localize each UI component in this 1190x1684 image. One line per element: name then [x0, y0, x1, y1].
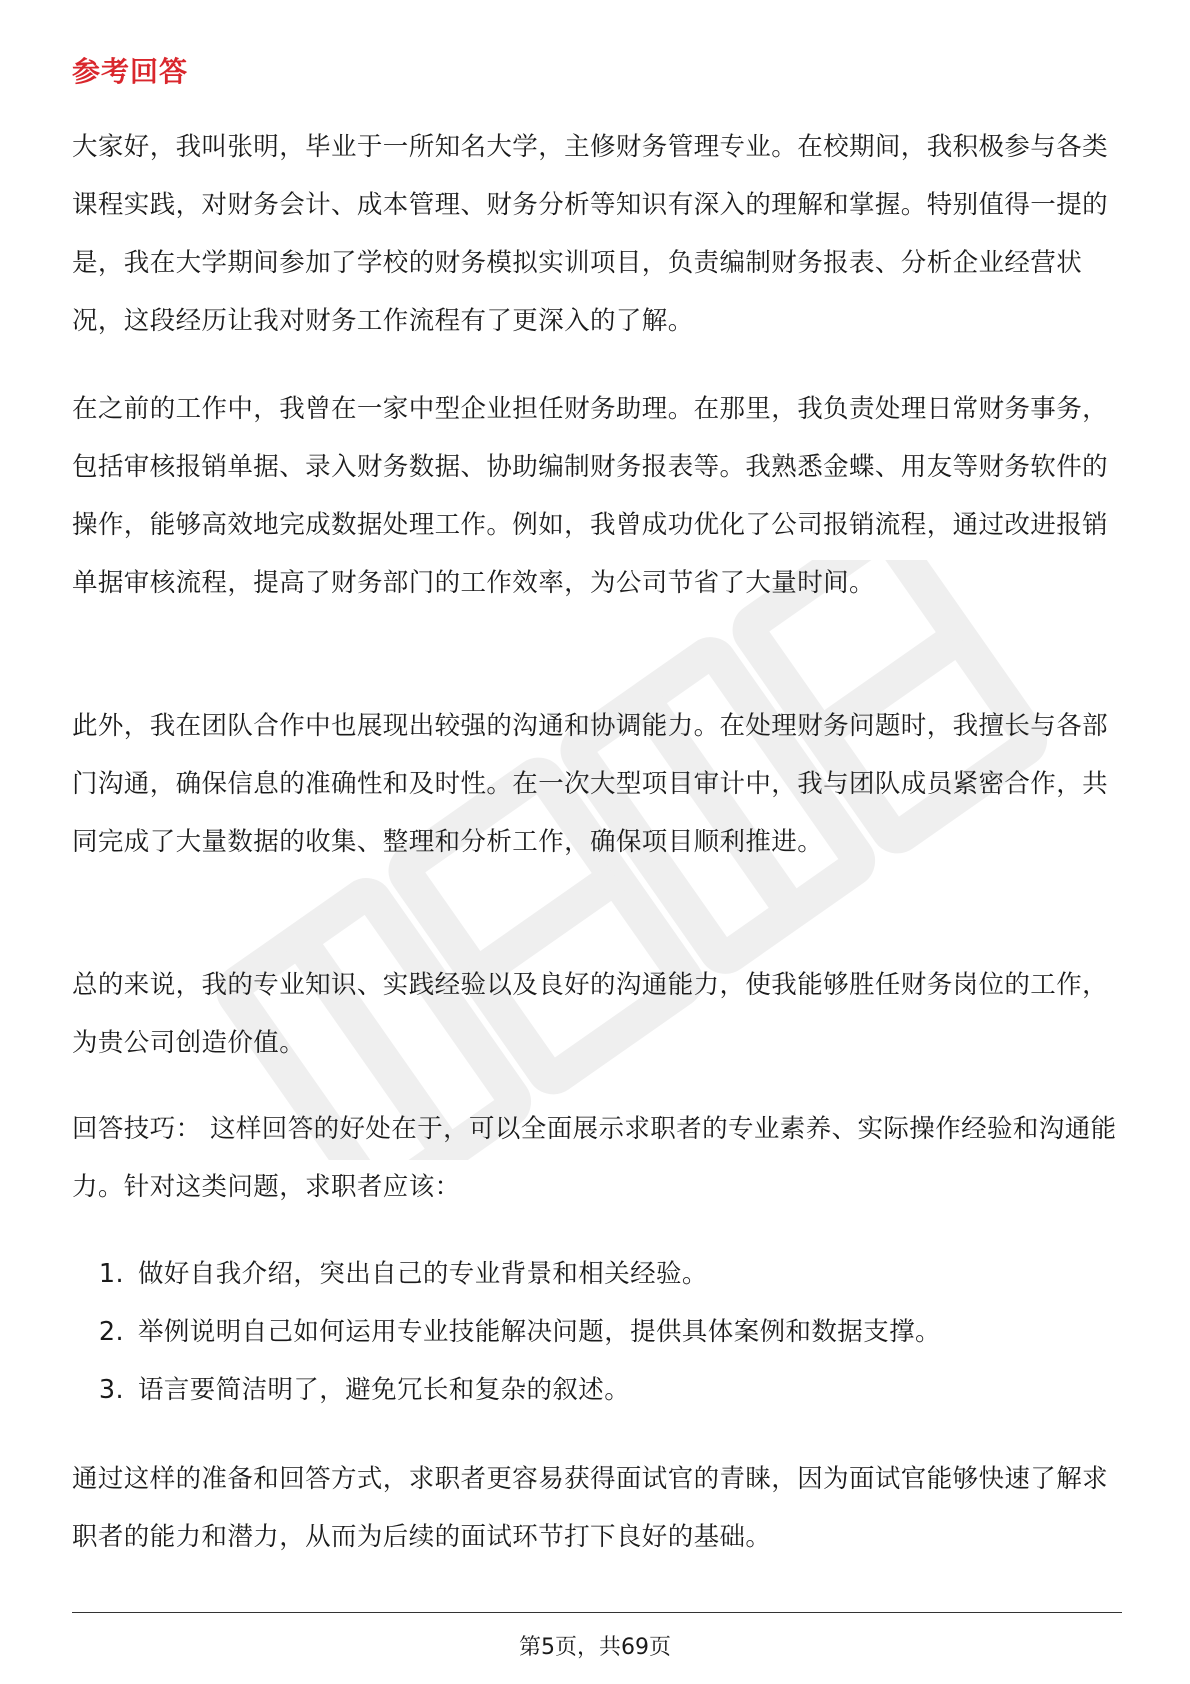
list-item-text: 做好自我介绍，突出自己的专业背景和相关经验。	[138, 1259, 708, 1289]
paragraph-answer-tips: 回答技巧： 这样回答的好处在于，可以全面展示求职者的专业素养、实际操作经验和沟通能力。针对这类问题，求职者应该：	[72, 1114, 1117, 1202]
paragraph-teamwork: 此外，我在团队合作中也展现出较强的沟通和协调能力。在处理财务问题时，我擅长与各部门沟通，确保信息的准确性和及时性。在一次大型项目审计中，我与团队成员紧密合作，共同完成了大量数据的收集、整理和分析工作，确保项目顺利推进。	[72, 711, 1109, 857]
list-item-number: 1.	[98, 1259, 124, 1289]
page-number: 第5页，共69页	[519, 1635, 671, 1660]
paragraph-work-experience: 在之前的工作中，我曾在一家中型企业担任财务助理。在那里，我负责处理日常财务事务，包括审核报销单据、录入财务数据、协助编制财务报表等。我熟悉金蝶、用友等财务软件的操作，能够高效地完成数据处理工作。例如，我曾成功优化了公司报销流程，通过改进报销单据审核流程，提高了财务部门的工作效率，为公司节省了大量时间。	[72, 394, 1109, 598]
section-title: 参考回答	[72, 55, 189, 88]
list-item-text: 举例说明自己如何运用专业技能解决问题，提供具体案例和数据支撑。	[138, 1317, 941, 1347]
list-item-number: 3.	[98, 1375, 124, 1405]
footer-divider	[72, 1612, 1122, 1613]
list-item	[72, 1303, 941, 1361]
list-item-number: 2.	[98, 1317, 124, 1347]
paragraph-summary: 总的来说，我的专业知识、实践经验以及良好的沟通能力，使我能够胜任财务岗位的工作，为贵公司创造价值。	[72, 970, 1109, 1058]
list-item-text: 语言要简洁明了，避免冗长和复杂的叙述。	[138, 1375, 631, 1405]
tips-list	[72, 1245, 941, 1419]
paragraph-conclusion: 通过这样的准备和回答方式，求职者更容易获得面试官的青睐，因为面试官能够快速了解求职者的能力和潜力，从而为后续的面试环节打下良好的基础。	[72, 1464, 1109, 1552]
paragraph-intro: 大家好，我叫张明，毕业于一所知名大学，主修财务管理专业。在校期间，我积极参与各类课程实践，对财务会计、成本管理、财务分析等知识有深入的理解和掌握。特别值得一提的是，我在大学期间参加了学校的财务模拟实训项目，负责编制财务报表、分析企业经营状况，这段经历让我对财务工作流程有了更深入的了解。	[72, 132, 1109, 336]
list-item	[72, 1245, 941, 1303]
list-item	[72, 1361, 941, 1419]
